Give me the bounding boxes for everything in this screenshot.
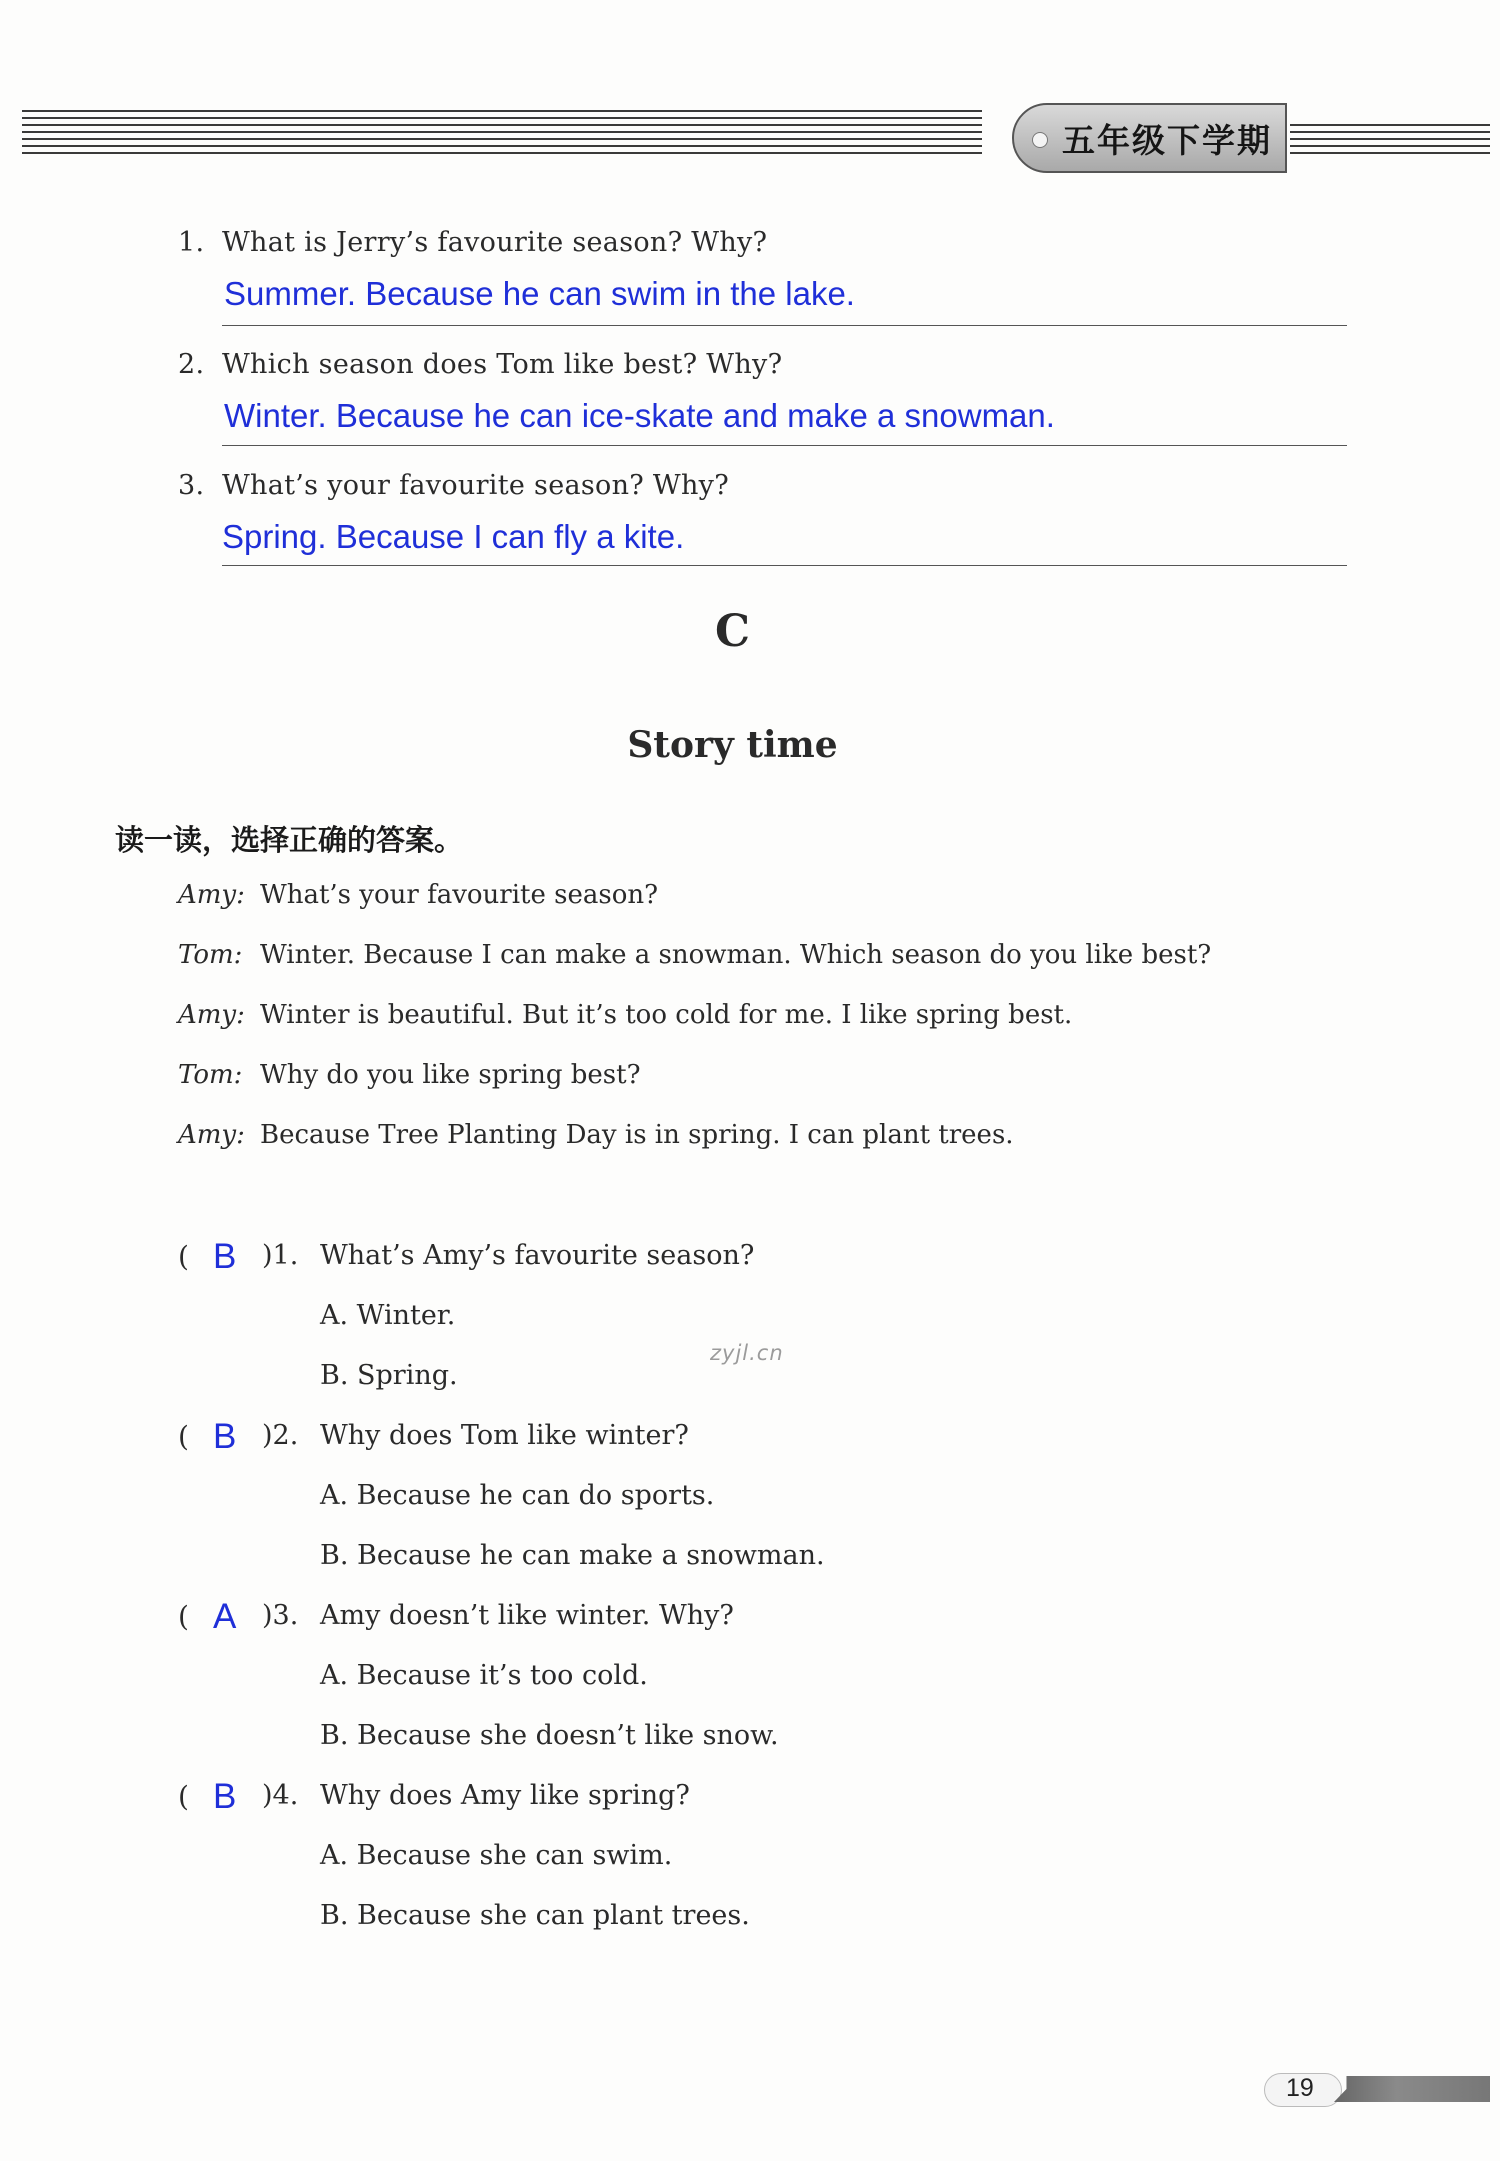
question-number: 2. [178, 349, 205, 380]
header-grade-tab [1012, 103, 1287, 173]
answer-line [222, 565, 1347, 566]
speaker: Tom: [178, 940, 243, 970]
option: A. Because it’s too cold. [320, 1660, 648, 1691]
speaker: Tom: [178, 1060, 243, 1090]
question-number: )2. [262, 1420, 299, 1451]
question-number: )4. [262, 1780, 299, 1811]
answer-bracket: ( [178, 1600, 189, 1633]
selected-answer: B [213, 1777, 237, 1816]
question-text: Which season does Tom like best? Why? [222, 349, 783, 380]
dialogue-line [178, 1120, 1014, 1150]
watermark: zyjl.cn [710, 1341, 784, 1365]
written-answer: Winter. Because he can ice-skate and make a snowman. [224, 397, 1055, 434]
speaker: Amy: [178, 1120, 245, 1150]
question-text: Why does Amy like spring? [320, 1780, 690, 1811]
answer-line [222, 325, 1347, 326]
speaker: Amy: [178, 1000, 245, 1030]
bullet-icon [1032, 132, 1048, 148]
written-answer: Summer. Because he can swim in the lake. [224, 275, 855, 312]
dialogue-line [178, 1000, 1072, 1030]
line-text: Winter. Because I can make a snowman. Which season do you like best? [260, 940, 1212, 970]
option: A. Winter. [320, 1300, 456, 1331]
option: B. Because she can plant trees. [320, 1900, 750, 1931]
option: B. Because he can make a snowman. [320, 1540, 825, 1571]
line-text: What’s your favourite season? [260, 880, 659, 910]
selected-answer: A [213, 1597, 237, 1636]
section-letter: C [714, 606, 751, 657]
question-text: What’s Amy’s favourite season? [320, 1240, 755, 1271]
written-answer: Spring. Because I can fly a kite. [222, 518, 685, 555]
page-number: 19 [1286, 2074, 1314, 2102]
question-number: )3. [262, 1600, 299, 1631]
selected-answer: B [213, 1237, 237, 1276]
answer-line [222, 445, 1347, 446]
option: B. Spring. [320, 1360, 458, 1391]
question-number: 1. [178, 227, 205, 258]
question-number: )1. [262, 1240, 299, 1271]
question-text: What is Jerry’s favourite season? Why? [222, 227, 768, 258]
header-rule-left [22, 110, 982, 158]
page-footer-bar [1334, 2076, 1490, 2102]
dialogue-line [178, 940, 1211, 970]
speaker: Amy: [178, 880, 245, 910]
instruction: 读一读，选择正确的答案。 [115, 823, 464, 857]
dialogue-line [178, 1060, 641, 1090]
line-text: Winter is beautiful. But it’s too cold for me. I like spring best. [260, 1000, 1073, 1030]
line-text: Why do you like spring best? [260, 1060, 641, 1090]
answer-bracket: ( [178, 1780, 189, 1813]
option: A. Because he can do sports. [320, 1480, 715, 1511]
line-text: Because Tree Planting Day is in spring. I can plant trees. [260, 1120, 1014, 1150]
section-title: Story time [627, 724, 838, 766]
selected-answer: B [213, 1417, 237, 1456]
header-rule-right [1290, 110, 1490, 158]
grade-label: 五年级下学期 [1062, 121, 1272, 160]
question-text: Why does Tom like winter? [320, 1420, 689, 1451]
option: A. Because she can swim. [320, 1840, 673, 1871]
option: B. Because she doesn’t like snow. [320, 1720, 779, 1751]
question-text: What’s your favourite season? Why? [222, 470, 729, 501]
answer-bracket: ( [178, 1420, 189, 1453]
dialogue-line [178, 880, 658, 910]
question-text: Amy doesn’t like winter. Why? [320, 1600, 734, 1631]
question-number: 3. [178, 470, 205, 501]
answer-bracket: ( [178, 1240, 189, 1273]
